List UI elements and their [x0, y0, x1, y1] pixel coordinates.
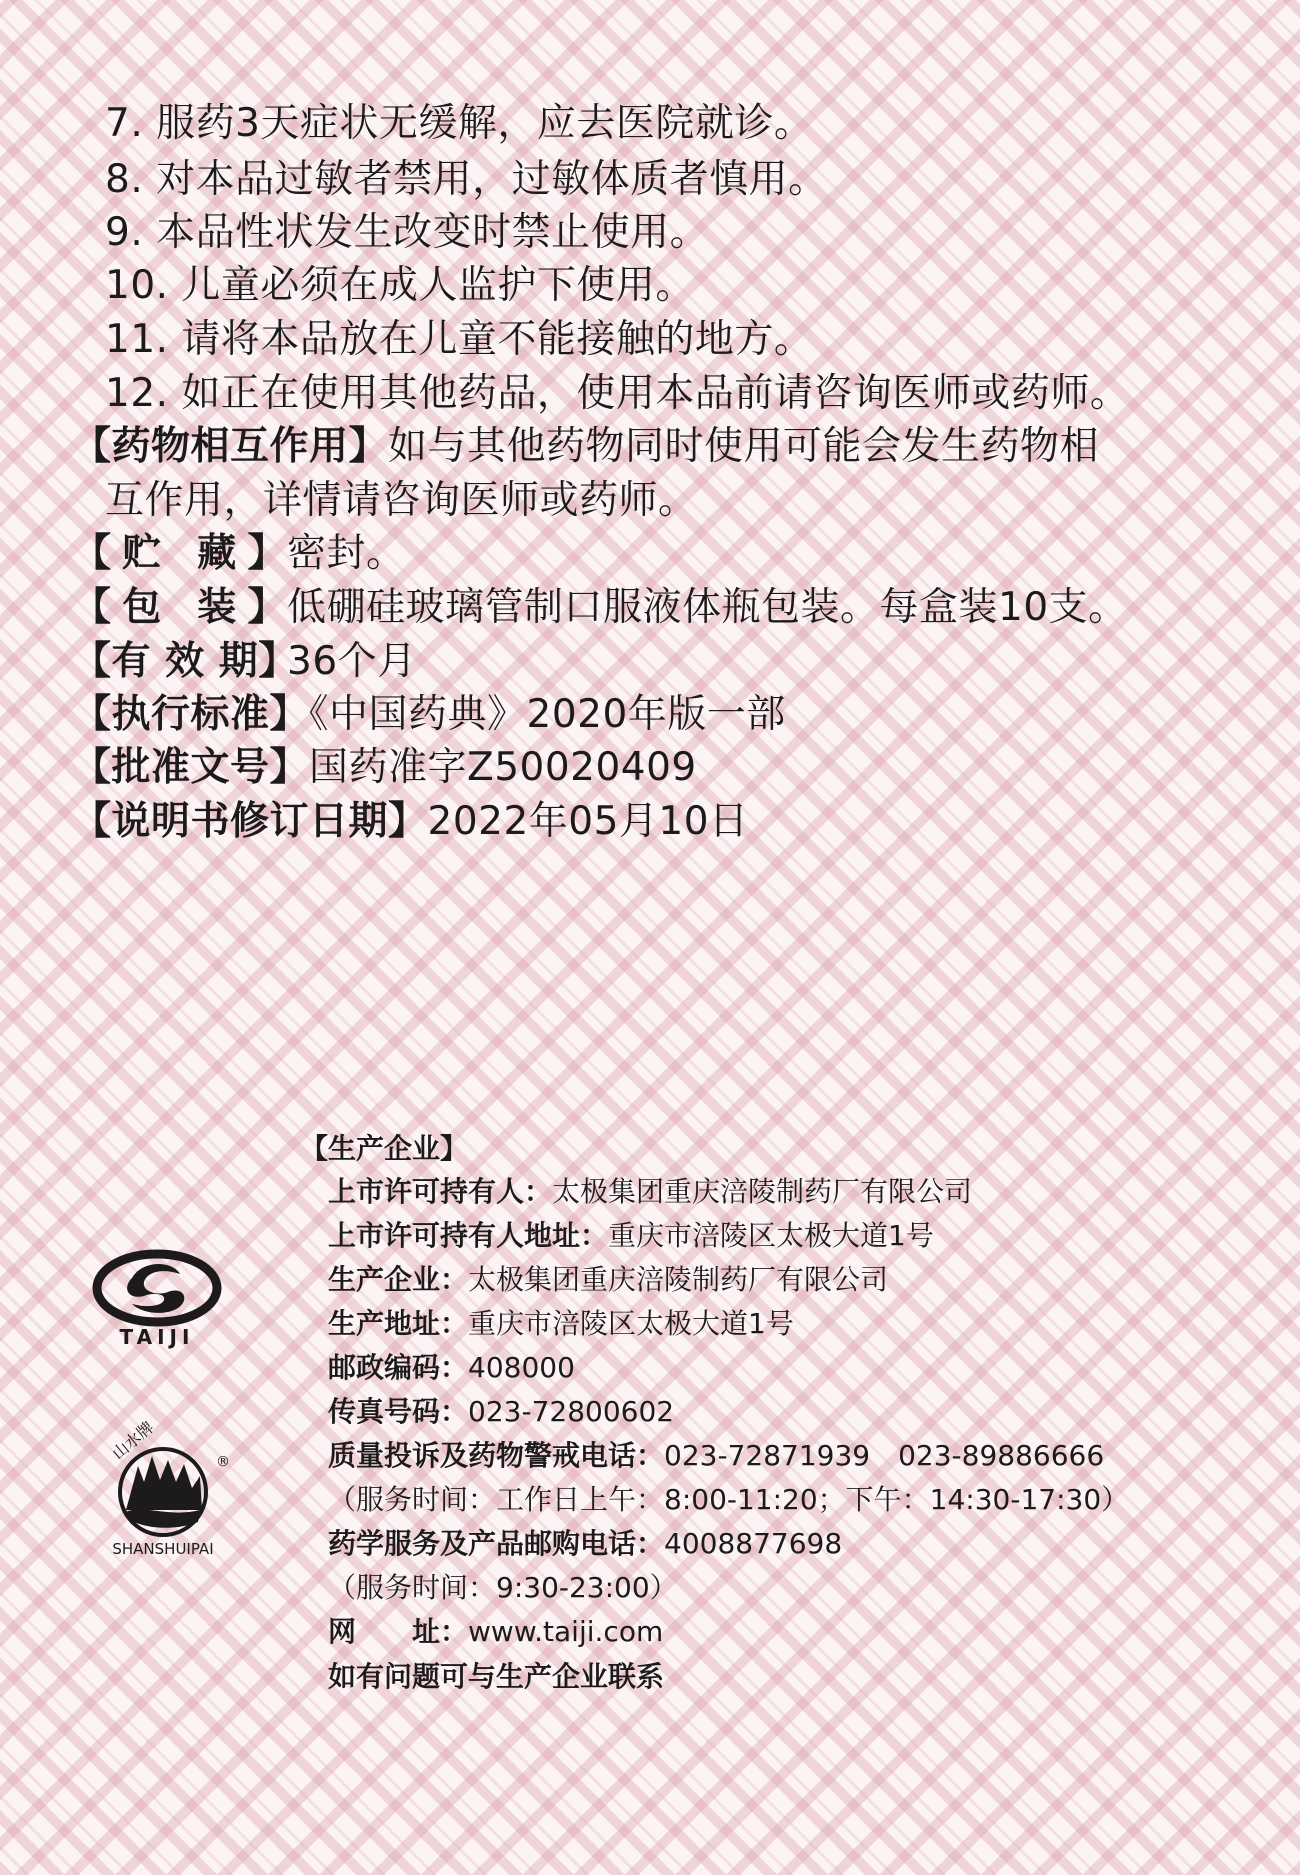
manufacturer-row-producer: 生产企业：太极集团重庆涪陵制药厂有限公司 [328, 1263, 889, 1296]
validity-row [72, 636, 417, 688]
taiji-emblem-icon [92, 1248, 222, 1328]
revision-label: 【说明书修订日期】 [72, 799, 428, 844]
standard-row [72, 689, 786, 741]
shanshuipai-logo-text: SHANSHUIPAI [112, 1540, 214, 1558]
precaution-10: 10. 儿童必须在成人监护下使用。 [105, 263, 695, 308]
interaction-line2: 互作用，详情请咨询医师或药师。 [105, 478, 698, 523]
storage-label: 【贮 藏】 [72, 531, 287, 576]
precaution-9: 9. 本品性状发生改变时禁止使用。 [105, 210, 710, 255]
manufacturer-row-address: 生产地址：重庆市涪陵区太极大道1号 [328, 1307, 794, 1340]
interaction-text-1: 如与其他药物同时使用可能会发生药物相 [388, 424, 1100, 469]
interaction-line1 [72, 421, 1099, 473]
manufacturer-row-mah-address: 上市许可持有人地址：重庆市涪陵区太极大道1号 [328, 1219, 934, 1252]
storage-value: 密封。 [287, 531, 406, 576]
manufacturer-row-contact-note: 如有问题可与生产企业联系 [328, 1660, 665, 1693]
package-label: 【包 装】 [72, 585, 287, 630]
approval-value: 国药准字Z50020409 [309, 745, 697, 790]
manufacturer-row-service-phone: 药学服务及产品邮购电话：4008877698 [328, 1527, 843, 1560]
manufacturer-row-fax: 传真号码：023-72800602 [328, 1395, 675, 1428]
manufacturer-row-website: 网 址：www.taiji.com [328, 1615, 664, 1648]
manufacturer-row-postcode: 邮政编码：408000 [328, 1351, 575, 1384]
manufacturer-header: 【生产企业】 [300, 1132, 469, 1165]
revision-value: 2022年05月10日 [427, 799, 749, 844]
shanshui-arc-text: 山水牌 [108, 1417, 158, 1464]
approval-label: 【批准文号】 [72, 745, 310, 790]
shanshui-emblem-icon [98, 1400, 248, 1540]
standard-label: 【执行标准】 [72, 692, 310, 737]
manufacturer-row-service-hours: （服务时间：9:30-23:00） [328, 1571, 678, 1604]
taiji-logo-text: TAIJI [119, 1325, 195, 1349]
storage-row [72, 528, 406, 580]
approval-row [72, 742, 697, 794]
precaution-11: 11. 请将本品放在儿童不能接触的地方。 [105, 317, 814, 362]
validity-value: 36个月 [287, 639, 417, 684]
precaution-12: 12. 如正在使用其他药品，使用本品前请咨询医师或药师。 [105, 371, 1130, 416]
validity-label: 【有 效 期】 [72, 639, 298, 684]
shanshuipai-logo [98, 1400, 248, 1570]
manufacturer-row-mah: 上市许可持有人：太极集团重庆涪陵制药厂有限公司 [328, 1175, 973, 1208]
manufacturer-row-complaint-phone: 质量投诉及药物警戒电话：023-72871939 023-89886666 [328, 1439, 1105, 1472]
precaution-7: 7. 服药3天症状无缓解，应去医院就诊。 [105, 101, 814, 146]
standard-value: 《中国药典》2020年版一部 [309, 692, 786, 737]
revision-row [72, 796, 749, 848]
package-value: 低硼硅玻璃管制口服液体瓶包装。每盒装10支。 [287, 585, 1128, 630]
manufacturer-row-complaint-hours: （服务时间：工作日上午：8:00-11:20；下午：14:30-17:30） [328, 1483, 1130, 1516]
package-row [72, 582, 1128, 634]
precaution-8: 8. 对本品过敏者禁用，过敏体质者慎用。 [105, 157, 828, 202]
registered-mark: ® [216, 1454, 230, 1470]
taiji-logo [92, 1248, 222, 1348]
interaction-label: 【药物相互作用】 [72, 424, 389, 469]
